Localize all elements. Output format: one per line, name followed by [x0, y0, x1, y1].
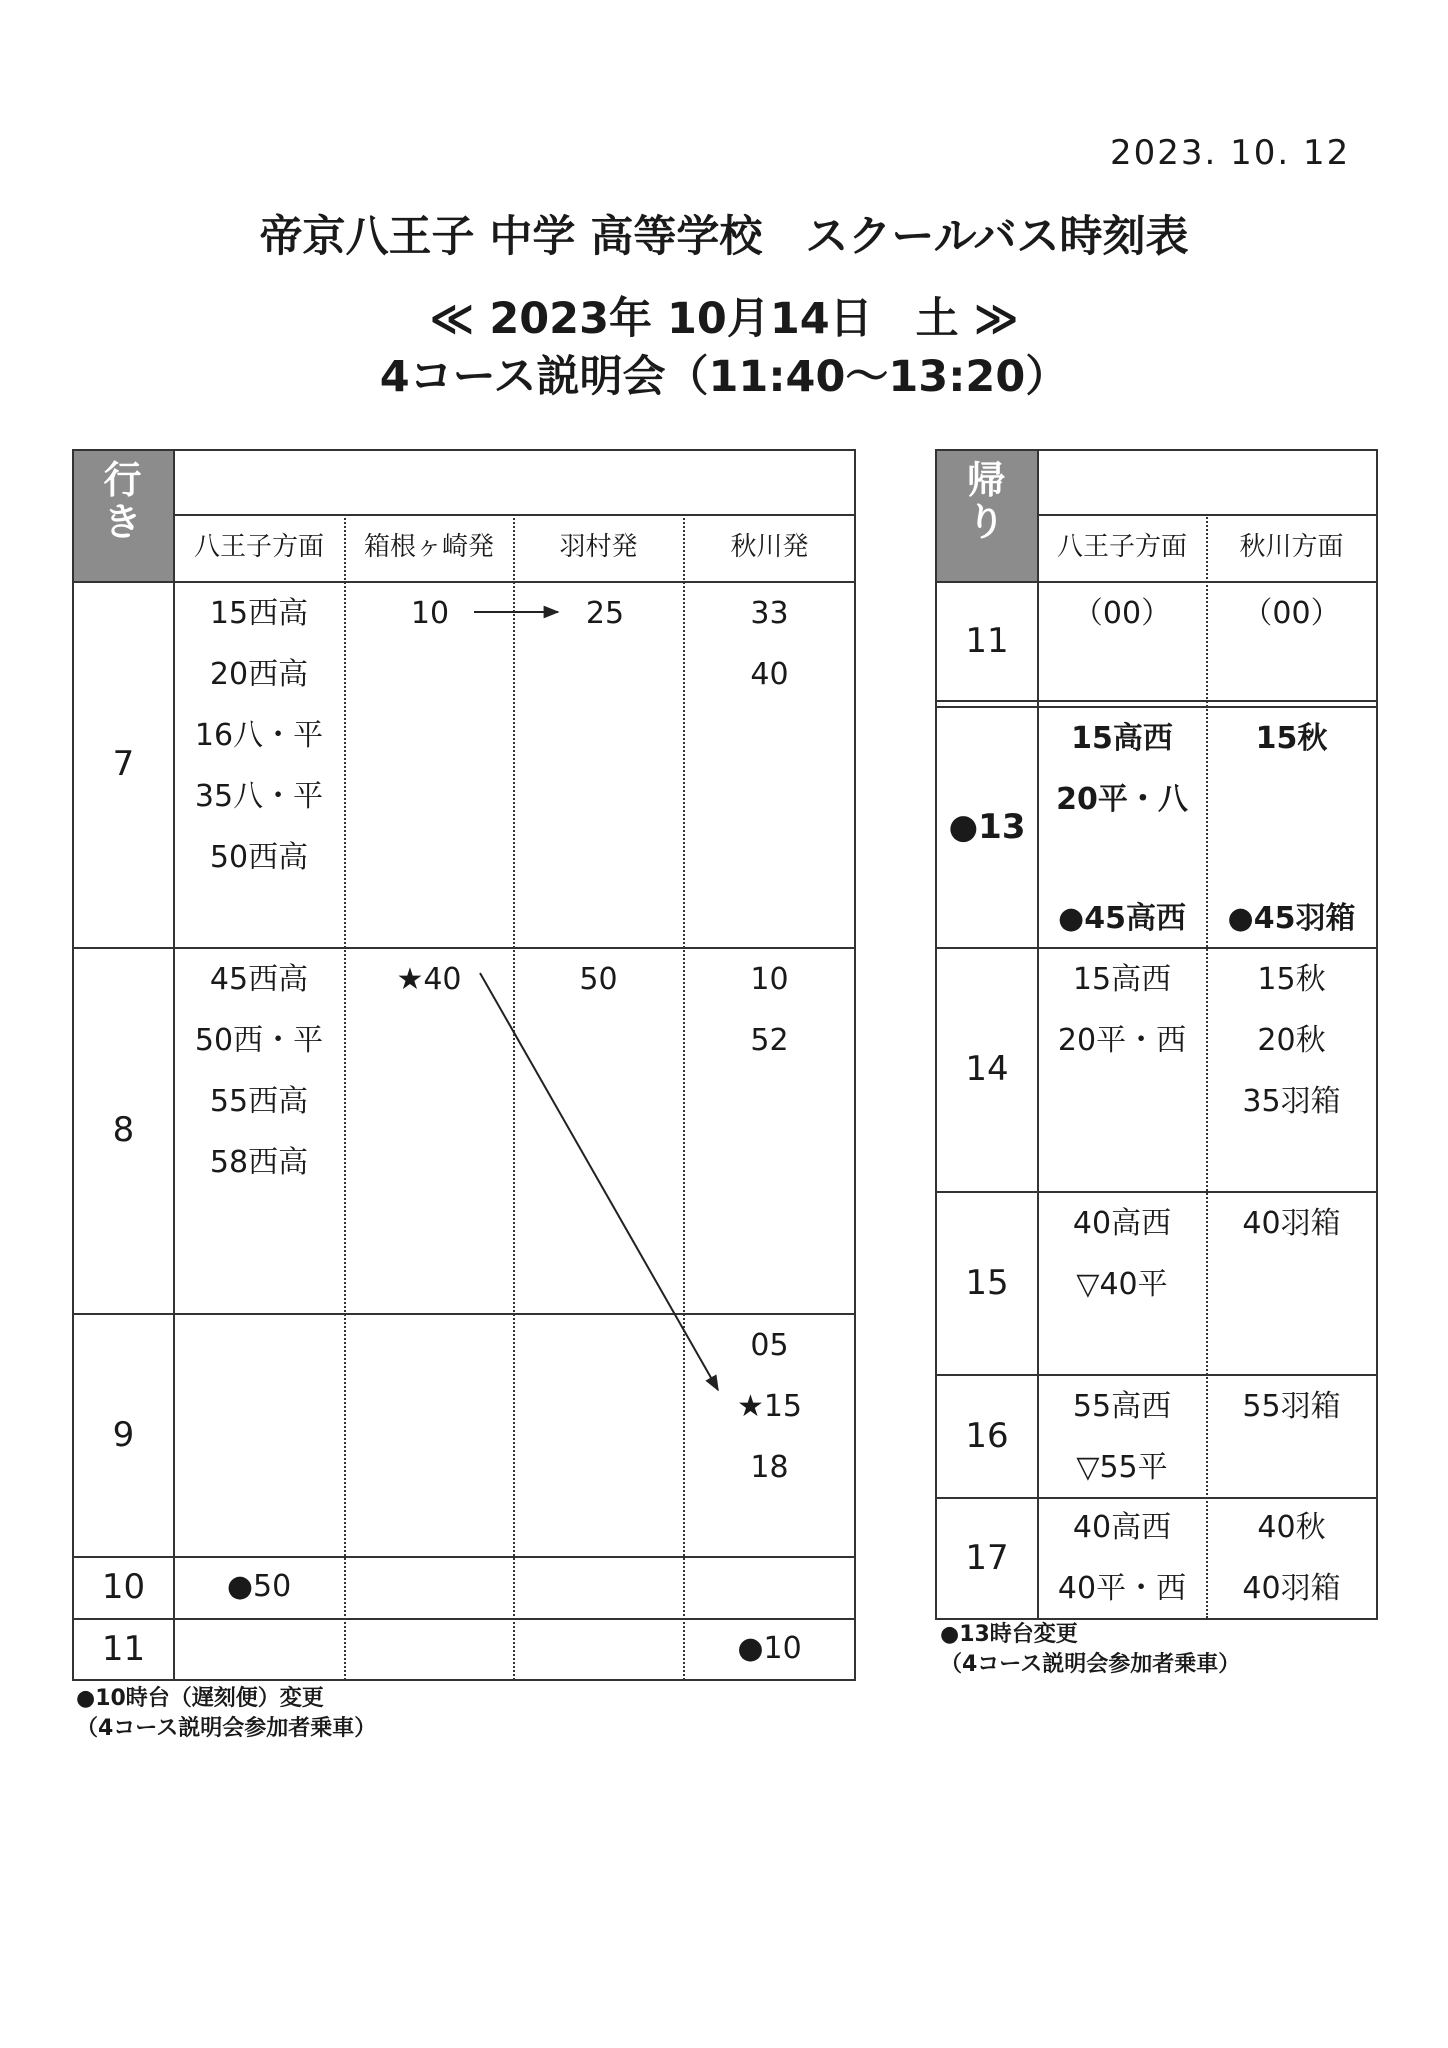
outbound-note: ●10時台（遅刻便）変更 （4コース説明会参加者乗車）	[76, 1686, 377, 1741]
departure-time: 40	[750, 657, 789, 692]
departure-time: ▽55平	[1076, 1450, 1168, 1485]
header-hachioji-direction: 八王子方面	[1056, 532, 1187, 562]
inbound-note: ●13時台変更 （4コース説明会参加者乗車）	[940, 1622, 1241, 1677]
departure-time: （00）	[1072, 596, 1172, 631]
header-akikawa: 秋川発	[730, 532, 809, 562]
departure-time: ●50	[226, 1569, 292, 1604]
departure-time: 40高西	[1072, 1510, 1172, 1545]
departure-time: 58西高	[209, 1145, 309, 1180]
hour-label: 15	[965, 1262, 1009, 1303]
header-akikawa-direction: 秋川方面	[1239, 532, 1344, 562]
hour-label: 11	[101, 1628, 146, 1669]
departure-time: 55西高	[209, 1084, 309, 1119]
hour-label: 11	[965, 620, 1009, 661]
hour-label: 8	[112, 1110, 135, 1150]
departure-time: 20西高	[209, 657, 309, 692]
departure-time: 16八・平	[194, 718, 324, 753]
departure-time: 15秋	[1255, 721, 1328, 756]
departure-time: ●45高西	[1058, 901, 1186, 936]
departure-time: 40秋	[1257, 1510, 1326, 1545]
header-hamura: 羽村発	[559, 532, 638, 562]
departure-time: 10	[750, 962, 789, 997]
hour-label: 16	[965, 1415, 1009, 1456]
departure-time: 15秋	[1257, 962, 1326, 997]
departure-time: 35羽箱	[1242, 1084, 1341, 1119]
departure-time: 40高西	[1072, 1206, 1172, 1241]
departure-time: ★15	[736, 1389, 803, 1424]
departure-time: 55高西	[1072, 1389, 1172, 1424]
departure-time: 18	[750, 1450, 789, 1485]
departure-time: 15高西	[1072, 962, 1172, 997]
departure-time: 40羽箱	[1242, 1571, 1341, 1606]
departure-time: 50西・平	[194, 1023, 324, 1058]
hour-label: 7	[112, 744, 135, 784]
departure-time: 25	[585, 596, 625, 631]
departure-time: 55羽箱	[1242, 1389, 1341, 1424]
hour-label: 14	[965, 1049, 1009, 1089]
departure-time: 40平・西	[1057, 1571, 1187, 1606]
departure-time: 50	[579, 962, 618, 997]
document-date: 2023. 10. 12	[1110, 133, 1351, 173]
header-hakonegasaki: 箱根ヶ崎発	[363, 532, 494, 562]
header-hachioji: 八王子方面	[193, 532, 324, 562]
departure-time: 52	[750, 1023, 789, 1058]
schedule-date: ≪ 2023年 10月14日 土 ≫	[429, 294, 1019, 344]
hour-label: 17	[965, 1537, 1009, 1578]
departure-time: 50西高	[209, 840, 309, 875]
departure-time: 05	[750, 1328, 789, 1363]
arrow-40-to-15	[480, 973, 718, 1390]
departure-time: 45西高	[209, 962, 309, 997]
outbound-label: 行 き	[72, 451, 173, 582]
departure-time: 10	[410, 596, 450, 631]
inbound-label: 帰 り	[935, 451, 1037, 582]
departure-time: ▽40平	[1076, 1267, 1168, 1302]
departure-time: 35八・平	[194, 779, 324, 814]
departure-time: 20平・八	[1056, 782, 1188, 817]
departure-time: 20秋	[1257, 1023, 1326, 1058]
departure-time: ●10	[737, 1631, 802, 1666]
departure-time: ★40	[396, 962, 462, 997]
event-name: 4コース説明会（11:40〜13:20）	[379, 352, 1069, 402]
departure-time: 15西高	[209, 596, 309, 631]
hour-label: 10	[101, 1567, 146, 1607]
hour-label: ●13	[948, 806, 1026, 847]
departure-time: 15高西	[1071, 721, 1173, 756]
page-title: 帝京八王子 中学 高等学校 スクールバス時刻表	[259, 212, 1189, 262]
departure-time: （00）	[1242, 596, 1341, 631]
departure-time: 33	[750, 596, 789, 631]
departure-time: 20平・西	[1057, 1023, 1187, 1058]
departure-time: 40羽箱	[1242, 1206, 1341, 1241]
hour-label: 9	[112, 1414, 135, 1455]
departure-time: ●45羽箱	[1227, 901, 1356, 936]
